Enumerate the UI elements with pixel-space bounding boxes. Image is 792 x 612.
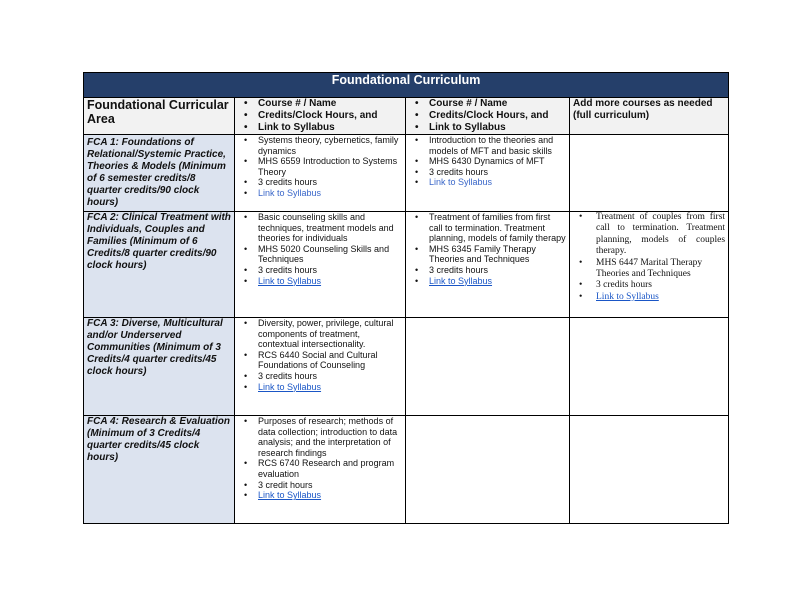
course-description: • Basic counseling skills and techniques, treatment models and theories for individuals: [258, 212, 402, 244]
syllabus-link[interactable]: Link to Syllabus: [258, 187, 322, 198]
course-name: • MHS 6559 Introduction to Systems Theory: [258, 156, 402, 177]
header-bullet-syllabus: • Link to Syllabus: [258, 122, 402, 134]
area-label: FCA 1: Foundations of Relational/Systemic Practice, Theories & Models (Minimum of 6 semester credits/8 quarter credits/90 clock hours): [87, 137, 226, 208]
area-cell: [84, 416, 235, 524]
header-bullet-course-name: • Course # / Name: [429, 98, 566, 110]
syllabus-link[interactable]: Link to Syllabus: [258, 490, 322, 501]
empty-course-cell: [570, 135, 729, 212]
course-credits: • 3 credits hours: [429, 265, 566, 276]
course-name: • RCS 6440 Social and Cultural Foundations of Counseling: [258, 350, 402, 371]
syllabus-link[interactable]: Link to Syllabus: [258, 275, 322, 286]
course-description: • Systems theory, cybernetics, family dynamics: [258, 135, 402, 156]
area-label: FCA 3: Diverse, Multicultural and/or Underserved Communities (Minimum of 3 Credits/4 quarter credits/45 clock hours): [87, 318, 223, 377]
empty-course-cell: [570, 318, 729, 416]
course-cell: [570, 212, 729, 318]
course-name: • MHS 6430 Dynamics of MFT: [429, 156, 566, 167]
syllabus-link[interactable]: Link to Syllabus: [258, 381, 322, 392]
course-cell: [406, 135, 570, 212]
course-name: • MHS 6345 Family Therapy Theories and Techniques: [429, 244, 566, 265]
course-name: • MHS 6447 Marital Therapy Theories and Techniques: [596, 258, 725, 281]
empty-course-cell: [570, 416, 729, 524]
header-bullet-credits: • Credits/Clock Hours, and: [258, 110, 402, 122]
course-column-header-2: [406, 98, 570, 135]
course-description: • Treatment of couples from first call to termination. Treatment planning, models of couples therapy.: [596, 212, 725, 258]
course-column-header-1: [235, 98, 406, 135]
course-name: • MHS 5020 Counseling Skills and Techniques: [258, 244, 402, 265]
area-label: FCA 4: Research & Evaluation (Minimum of 3 Credits/4 quarter credits/45 clock hours): [87, 416, 231, 463]
course-description: • Purposes of research; methods of data collection; introduction to data analysis; and the interpretation of research findings: [258, 416, 402, 458]
area-cell: [84, 135, 235, 212]
course-cell: [235, 416, 406, 524]
course-credits: • 3 credits hours: [596, 280, 725, 291]
course-name: • RCS 6740 Research and program evaluation: [258, 458, 402, 479]
header-bullet-credits: • Credits/Clock Hours, and: [429, 110, 566, 122]
syllabus-link[interactable]: Link to Syllabus: [596, 291, 659, 302]
syllabus-link[interactable]: Link to Syllabus: [429, 275, 493, 286]
course-description: • Introduction to the theories and models of MFT and basic skills: [429, 135, 566, 156]
course-cell: [406, 212, 570, 318]
course-credits: • 3 credit hours: [258, 480, 402, 491]
course-description: • Treatment of families from first call to termination. Treatment planning, models of family therapy: [429, 212, 566, 244]
header-bullet-syllabus: • Link to Syllabus: [429, 122, 566, 134]
course-credits: • 3 credits hours: [258, 371, 402, 382]
table-row: [84, 135, 729, 212]
table-row: [84, 212, 729, 318]
add-more-column-header: Add more courses as needed (full curriculum): [570, 98, 729, 135]
table-row: [84, 416, 729, 524]
area-cell: [84, 212, 235, 318]
course-credits: • 3 credits hours: [429, 167, 566, 178]
course-credits: • 3 credits hours: [258, 265, 402, 276]
table-row: [84, 318, 729, 416]
table-title: Foundational Curriculum: [84, 73, 729, 98]
course-cell: [235, 135, 406, 212]
empty-course-cell: [406, 318, 570, 416]
course-credits: • 3 credits hours: [258, 177, 402, 188]
course-cell: [235, 318, 406, 416]
course-cell: [235, 212, 406, 318]
header-bullet-course-name: • Course # / Name: [258, 98, 402, 110]
area-column-header: Foundational Curricular Area: [84, 98, 235, 135]
course-description: • Diversity, power, privilege, cultural components of treatment, contextual intersectionality.: [258, 318, 402, 350]
area-label: FCA 2: Clinical Treatment with Individuals, Couples and Families (Minimum of 6 Credits/8 quarter credits/90 clock hours): [87, 212, 231, 271]
empty-course-cell: [406, 416, 570, 524]
foundational-curriculum-table: [83, 72, 729, 524]
area-cell: [84, 318, 235, 416]
syllabus-link[interactable]: Link to Syllabus: [429, 177, 493, 188]
